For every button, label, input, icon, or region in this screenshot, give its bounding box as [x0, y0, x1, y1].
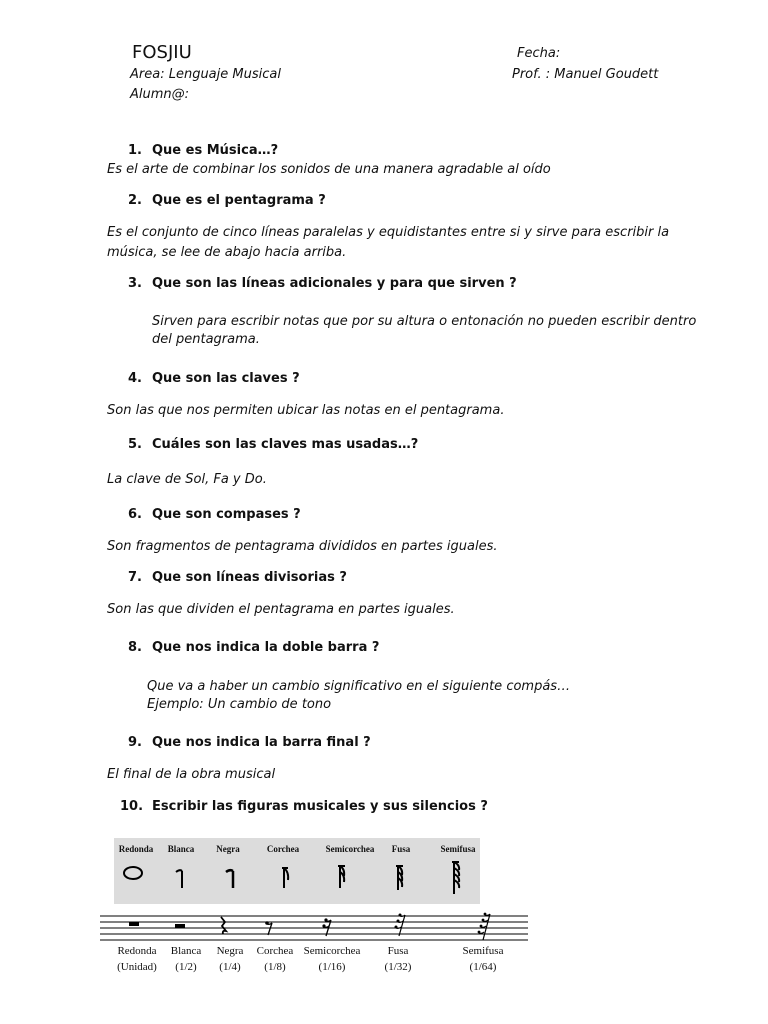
eighth-note-icon: [282, 868, 288, 888]
rest-label-negra: Negra (1/4): [216, 945, 244, 973]
answer-3-line-2: del pentagrama.: [152, 332, 260, 347]
rest-label-semifusa: Semifusa (1/64): [462, 945, 504, 973]
rests-staff: [100, 910, 530, 946]
sixteenth-note-icon: [338, 866, 345, 888]
quarter-rest-icon: [221, 917, 226, 934]
area-label: Area: Lenguaje Musical: [130, 67, 281, 82]
date-label: Fecha:: [517, 46, 561, 61]
sixteenth-rest-icon: [322, 918, 331, 936]
question-9: 9. Que nos indica la barra final ?: [128, 735, 371, 750]
half-rest-icon: [175, 924, 185, 928]
figure-label-blanca: Blanca: [167, 844, 195, 854]
figure-label-semifusa: Semifusa: [440, 844, 476, 854]
teacher-label: Prof. : Manuel Goudett: [512, 67, 659, 82]
rest-label-fusa: Fusa (1/32): [384, 945, 412, 973]
rest-label-redonda: Redonda (Unidad): [117, 945, 157, 973]
answer-2-line-1: Es el conjunto de cinco líneas paralelas y equidistantes entre si y sirve para escribir la: [107, 225, 670, 240]
answer-6: Son fragmentos de pentagrama divididos en partes iguales.: [107, 539, 498, 554]
sixty-fourth-rest-icon: [478, 913, 490, 940]
question-4: 4. Que son las claves ?: [128, 371, 300, 386]
figure-label-semicorchea: Semicorchea: [325, 844, 375, 854]
rest-label-corchea: Corchea (1/8): [256, 945, 294, 973]
figure-label-negra: Negra: [216, 844, 240, 854]
question-8: 8. Que nos indica la doble barra ?: [128, 640, 380, 655]
answer-7: Son las que dividen el pentagrama en partes iguales.: [107, 602, 455, 617]
question-7: 7. Que son líneas divisorias ?: [128, 570, 347, 585]
answer-5: La clave de Sol, Fa y Do.: [107, 472, 267, 487]
rest-label-semicorchea: Semicorchea (1/16): [303, 945, 361, 973]
rest-label-blanca: Blanca (1/2): [170, 945, 202, 973]
student-label: Alumn@:: [130, 87, 190, 102]
answer-2-line-2: música, se lee de abajo hacia arriba.: [107, 245, 347, 260]
quarter-note-icon: [226, 870, 233, 888]
question-3: 3. Que son las líneas adicionales y para que sirven ?: [128, 276, 517, 291]
thirty-second-rest-icon: [395, 914, 406, 937]
question-6: 6. Que son compases ?: [128, 507, 301, 522]
answer-9: El final de la obra musical: [107, 767, 276, 782]
answer-4: Son las que nos permiten ubicar las notas en el pentagrama.: [107, 403, 505, 418]
question-2: 2. Que es el pentagrama ?: [128, 193, 326, 208]
sixty-fourth-note-icon: [452, 862, 459, 894]
school-name: FOSJIU: [132, 42, 192, 63]
answer-3-line-1: Sirven para escribir notas que por su altura o entonación no pueden escribir dentro: [152, 314, 697, 329]
whole-rest-icon: [129, 922, 139, 926]
figure-label-corchea: Corchea: [266, 844, 300, 854]
musical-figures-panel: [114, 838, 480, 904]
question-10: 10. Escribir las figuras musicales y sus silencios ?: [120, 799, 488, 814]
answer-8-line-1: Que va a haber un cambio significativo en el siguiente compás…: [147, 679, 571, 694]
question-1: 1. Que es Música…?: [128, 143, 279, 158]
figure-label-fusa: Fusa: [391, 844, 411, 854]
staff-lines: [100, 916, 528, 940]
whole-note-icon: [124, 867, 142, 879]
thirty-second-note-icon: [396, 866, 403, 890]
figure-label-redonda: Redonda: [118, 844, 154, 854]
question-5: 5. Cuáles son las claves mas usadas…?: [128, 437, 419, 452]
half-note-icon: [176, 870, 182, 888]
note-figures: [114, 838, 480, 904]
answer-8-line-2: Ejemplo: Un cambio de tono: [147, 697, 332, 712]
answer-1: Es el arte de combinar los sonidos de una manera agradable al oído: [107, 162, 551, 177]
